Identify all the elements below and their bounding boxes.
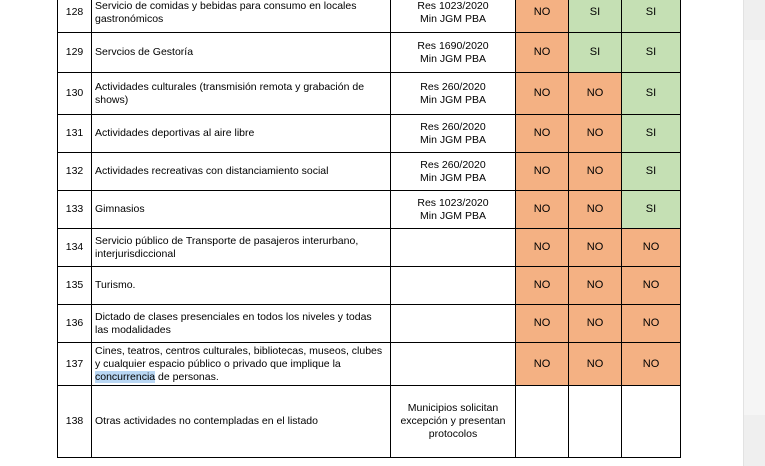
norm-cell: Municipios solicitan excepción y presentan protocolos — [391, 386, 516, 458]
status-cell: NO — [516, 191, 569, 229]
norm-cell: Res 1023/2020 Min JGM PBA — [391, 191, 516, 229]
status-cell: NO — [622, 267, 681, 305]
status-cell: NO — [516, 305, 569, 343]
activity-cell: Actividades recreativas con distanciamiento social — [92, 153, 391, 191]
status-cell: NO — [569, 153, 622, 191]
status-cell: NO — [516, 0, 569, 33]
viewer-right-margin — [743, 0, 765, 466]
selected-text[interactable]: concurrencia — [95, 370, 156, 383]
status-cell: SI — [622, 191, 681, 229]
status-cell: NO — [516, 267, 569, 305]
activity-cell: Dictado de clases presenciales en todos los niveles y todas las modalidades — [92, 305, 391, 343]
row-number: 135 — [58, 267, 92, 305]
table-row-128 — [58, 0, 681, 33]
status-cell: NO — [516, 343, 569, 386]
table-row-130 — [58, 73, 681, 115]
status-cell: SI — [622, 115, 681, 153]
norm-cell — [391, 229, 516, 267]
row-number: 131 — [58, 115, 92, 153]
status-cell: NO — [622, 343, 681, 386]
viewer-scroll-track[interactable] — [744, 40, 765, 415]
status-cell: NO — [516, 115, 569, 153]
status-cell: NO — [516, 229, 569, 267]
row-number: 129 — [58, 33, 92, 73]
norm-cell: Res 1023/2020 Min JGM PBA — [391, 0, 516, 33]
status-cell: SI — [622, 73, 681, 115]
status-cell: NO — [569, 343, 622, 386]
status-cell: NO — [569, 305, 622, 343]
activity-text-end: de personas. — [155, 370, 219, 383]
norm-cell: Res 1690/2020 Min JGM PBA — [391, 33, 516, 73]
table-row-137 — [58, 343, 681, 386]
row-number: 137 — [58, 343, 92, 386]
table-row-138 — [58, 386, 681, 458]
table-row-132 — [58, 153, 681, 191]
row-number: 132 — [58, 153, 92, 191]
activity-cell: Turismo. — [92, 267, 391, 305]
row-number: 136 — [58, 305, 92, 343]
status-cell — [569, 386, 622, 458]
norm-cell — [391, 267, 516, 305]
table-row-133 — [58, 191, 681, 229]
table-row-135 — [58, 267, 681, 305]
row-number: 130 — [58, 73, 92, 115]
activity-cell: Servcios de Gestoría — [92, 33, 391, 73]
row-number: 134 — [58, 229, 92, 267]
status-cell: SI — [569, 0, 622, 33]
activity-cell: Servicio de comidas y bebidas para consumo en locales gastronómicos — [92, 0, 391, 33]
row-number: 138 — [58, 386, 92, 458]
status-cell: NO — [516, 153, 569, 191]
norm-cell — [391, 343, 516, 386]
activities-table — [57, 0, 681, 458]
table-row-134 — [58, 229, 681, 267]
status-cell: NO — [569, 229, 622, 267]
status-cell — [622, 386, 681, 458]
table-row-131 — [58, 115, 681, 153]
status-cell: NO — [622, 305, 681, 343]
activity-cell: Gimnasios — [92, 191, 391, 229]
status-cell: NO — [569, 115, 622, 153]
status-cell: NO — [569, 267, 622, 305]
row-number: 133 — [58, 191, 92, 229]
activity-cell: Actividades deportivas al aire libre — [92, 115, 391, 153]
status-cell: NO — [569, 73, 622, 115]
norm-cell: Res 260/2020 Min JGM PBA — [391, 115, 516, 153]
status-cell: NO — [516, 73, 569, 115]
activity-cell: Servicio público de Transporte de pasajeros interurbano, interjurisdiccional — [92, 229, 391, 267]
status-cell: SI — [622, 0, 681, 33]
activity-cell: Otras actividades no contempladas en el listado — [92, 386, 391, 458]
status-cell: SI — [569, 33, 622, 73]
norm-cell: Res 260/2020 Min JGM PBA — [391, 153, 516, 191]
status-cell: NO — [622, 229, 681, 267]
table-row-136 — [58, 305, 681, 343]
row-number: 128 — [58, 0, 92, 33]
status-cell — [516, 386, 569, 458]
norm-cell: Res 260/2020 Min JGM PBA — [391, 73, 516, 115]
activity-cell: Actividades culturales (transmisión remota y grabación de shows) — [92, 73, 391, 115]
activity-cell — [92, 343, 391, 386]
table-row-129 — [58, 33, 681, 73]
status-cell: SI — [622, 153, 681, 191]
status-cell: NO — [569, 191, 622, 229]
status-cell: SI — [622, 33, 681, 73]
status-cell: NO — [516, 33, 569, 73]
norm-cell — [391, 305, 516, 343]
activity-text-start: Cines, teatros, centros culturales, bibliotecas, museos, clubes y cualquier espacio público o privado que implique la — [95, 344, 383, 370]
